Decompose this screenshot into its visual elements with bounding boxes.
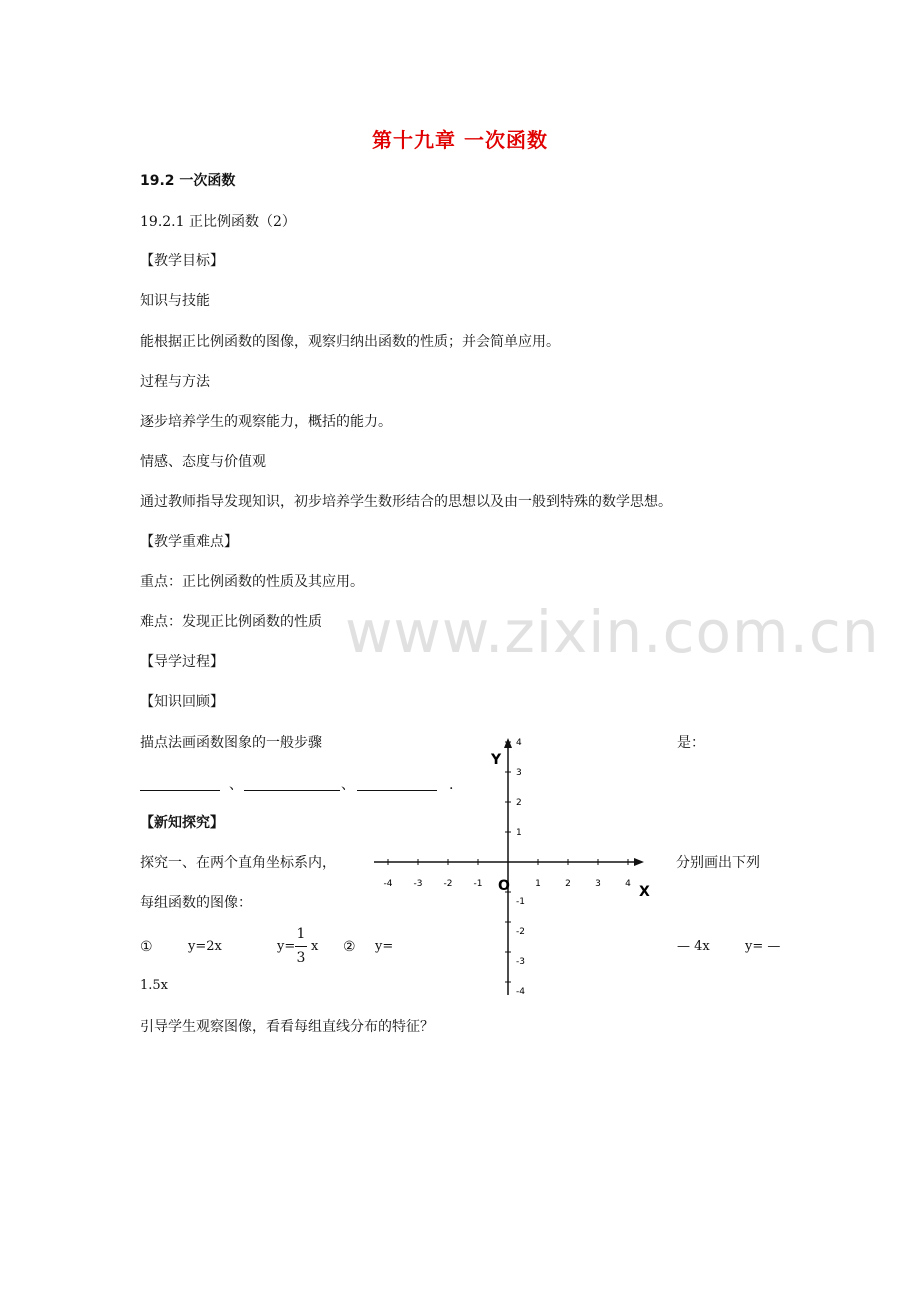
end-dot: . <box>449 777 454 793</box>
separator-1: 、 <box>229 777 243 793</box>
page-title: 第十九章 一次函数 <box>372 128 548 152</box>
section-heading: 19.2 一次函数 <box>140 173 236 189</box>
key-header: 【教学重难点】 <box>140 534 238 550</box>
subsection-heading: 19.2.1 正比例函数（2） <box>140 214 296 230</box>
goal2-text: 逐步培养学生的观察能力，概括的能力。 <box>140 414 392 430</box>
y-tick-label: 3 <box>516 768 522 778</box>
equation-y-neg4x-rest: — 4x <box>677 939 710 954</box>
equation-y-third-x: x <box>311 939 319 954</box>
goals-header: 【教学目标】 <box>140 253 224 269</box>
y-tick-label: -3 <box>516 957 525 967</box>
y-tick-label: -1 <box>516 897 525 907</box>
watermark: www.zixin.com.cn <box>345 598 880 666</box>
review-question-end: 是： <box>677 735 705 751</box>
difficult-point: 难点：发现正比例函数的性质 <box>140 614 322 630</box>
x-axis-arrow <box>634 858 644 866</box>
equation-y-neg1.5x-prefix: y= — <box>745 939 781 954</box>
process-header: 【导学过程】 <box>140 654 224 670</box>
explore1-text-end: 分别画出下列 <box>676 855 760 871</box>
goal1-title: 知识与技能 <box>140 293 210 309</box>
y-tick-label: -2 <box>516 927 525 937</box>
y-tick-label: 2 <box>516 798 522 808</box>
coordinate-system <box>360 730 660 1000</box>
guide-text: 引导学生观察图像，看看每组直线分布的特征？ <box>140 1019 434 1035</box>
y-tick-label: 1 <box>516 828 522 838</box>
equation-y-neg1.5x-cont: 1.5x <box>140 978 169 993</box>
review-question: 描点法画函数图象的一般步骤 <box>140 735 322 751</box>
x-tick-label: 3 <box>595 879 601 889</box>
x-tick-label: -4 <box>383 879 393 889</box>
explore1-text: 探究一、在两个直角坐标系内， <box>140 855 336 871</box>
key-point: 重点：正比例函数的性质及其应用。 <box>140 574 364 590</box>
review-header: 【知识回顾】 <box>140 694 224 710</box>
y-axis-arrow <box>504 738 512 748</box>
x-tick-label: -3 <box>413 879 423 889</box>
equation-group-2-marker: ② <box>343 939 356 955</box>
fraction-bar <box>295 946 307 947</box>
y-axis-label: Y <box>491 752 502 768</box>
y-tick-label: -4 <box>516 987 525 997</box>
answer-blank-1[interactable] <box>140 790 220 791</box>
goal2-title: 过程与方法 <box>140 374 210 390</box>
explore1-continued: 每组函数的图像： <box>140 895 252 911</box>
x-tick-label: 2 <box>565 879 571 889</box>
separator-2: 、 <box>341 777 355 793</box>
fraction-denominator: 3 <box>296 950 306 966</box>
fraction-numerator: 1 <box>296 926 306 942</box>
goal3-text: 通过教师指导发现知识，初步培养学生数形结合的思想以及由一般到特殊的数学思想。 <box>140 494 672 510</box>
origin-label: O <box>498 878 510 894</box>
explore-header: 【新知探究】 <box>140 815 224 831</box>
answer-blank-2[interactable] <box>244 790 340 791</box>
equation-y-third-prefix: y= <box>277 939 296 954</box>
y-tick-label: 4 <box>516 738 522 748</box>
x-tick-label: -2 <box>443 879 453 889</box>
equation-y-2x: y=2x <box>188 939 222 954</box>
x-tick-label: -1 <box>473 879 483 889</box>
equation-y-neg4x-prefix: y= <box>375 939 394 954</box>
goal3-title: 情感、态度与价值观 <box>140 454 266 470</box>
goal1-text: 能根据正比例函数的图像，观察归纳出函数的性质；并会简单应用。 <box>140 334 560 350</box>
x-tick-label: 4 <box>625 879 631 889</box>
equation-group-1-marker: ① <box>140 939 153 955</box>
x-axis-label: X <box>639 884 650 900</box>
x-tick-label: 1 <box>535 879 541 889</box>
